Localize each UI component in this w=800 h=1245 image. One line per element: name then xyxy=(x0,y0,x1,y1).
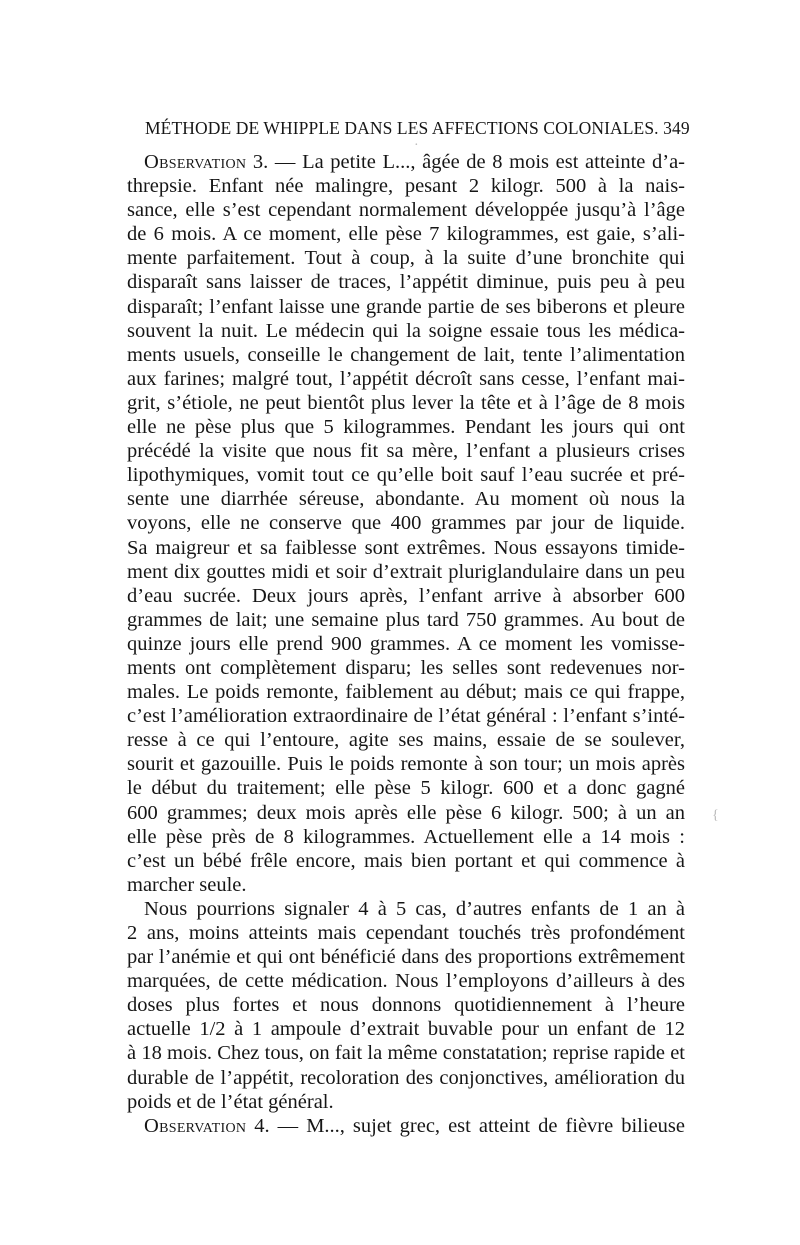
text-line: threpsie. Enfant née malingre, pesant 2 kilogr. 500 à la nais- xyxy=(127,175,685,198)
text-line: elle pèse près de 8 kilogrammes. Actuellement elle a 14 mois : xyxy=(127,825,685,848)
observation-3-number: 3. — xyxy=(246,151,303,173)
text-line: quinze jours elle prend 900 grammes. A ce moment les vomisse- xyxy=(127,632,685,655)
observation-4-heading-line xyxy=(127,1114,685,1138)
text-line: ment dix gouttes midi et soir d’extrait pluriglandulaire dans un peu xyxy=(127,560,685,583)
text-line: c’est l’amélioration extraordinaire de l’état général : l’enfant s’inté- xyxy=(127,705,685,728)
text-line: ments ont complètement disparu; les selles sont redevenues nor- xyxy=(127,656,685,679)
margin-dot: · xyxy=(414,138,419,153)
text-line: de 6 mois. A ce moment, elle pèse 7 kilogrammes, est gaie, s’ali- xyxy=(127,223,685,246)
observation-4-number: 4. — xyxy=(246,1114,307,1137)
paragraph-2-first-line: Nous pourrions signaler 4 à 5 cas, d’autres enfants de 1 an à xyxy=(144,897,685,920)
observation-3-heading-line xyxy=(127,150,685,174)
running-header xyxy=(145,117,690,139)
observation-4-line-1: M..., sujet grec, est atteint de fièvre bilieuse xyxy=(306,1114,686,1137)
text-line: resse à ce qui l’entoure, agite ses mains, essaie de se soulever, xyxy=(127,729,685,752)
text-line: 2 ans, moins atteints mais cependant touchés très profondément xyxy=(127,922,685,944)
text-line: souvent la nuit. Le médecin qui la soigne essaie tous les médica- xyxy=(127,319,685,342)
text-line: 600 grammes; deux mois après elle pèse 6 kilogr. 500; à un an xyxy=(127,801,685,824)
text-line: elle ne pèse plus que 5 kilogrammes. Pendant les jours qui ont xyxy=(127,416,685,439)
text-line: le début du traitement; elle pèse 5 kilogr. 600 et a donc gagné xyxy=(127,777,685,800)
text-line: mente parfaitement. Tout à coup, à la suite d’une bronchite qui xyxy=(127,247,685,270)
observation-3-line-1: La petite L..., âgée de 8 mois est atteinte d’a- xyxy=(302,151,686,173)
body-text xyxy=(127,150,685,1138)
text-line: disparaît sans laisser de traces, l’appétit diminue, puis peu à peu xyxy=(127,271,685,294)
margin-mark-right: { xyxy=(712,808,719,823)
text-line: disparaît; l’enfant laisse une grande partie de ses biberons et pleure xyxy=(127,295,685,318)
text-line: doses plus fortes et nous donnons quotidiennement à l’heure xyxy=(127,994,685,1017)
text-line: sourit et gazouille. Puis le poids remonte à son tour; un mois après xyxy=(127,753,685,776)
text-line: sance, elle s’est cependant normalement développée jusqu’à l’âge xyxy=(127,199,685,222)
text-line: sente une diarrhée séreuse, abondante. Au moment où nous la xyxy=(127,488,685,511)
text-line: aux farines; malgré tout, l’appétit décroît sans cesse, l’enfant mai- xyxy=(127,367,685,390)
text-line: par l’anémie et qui ont bénéficié dans des proportions extrêmement xyxy=(127,946,685,969)
observation-4-label: Observation xyxy=(144,1114,247,1137)
text-line: males. Le poids remonte, faiblement au début; mais ce qui frappe, xyxy=(127,681,685,704)
text-line: lipothymiques, vomit tout ce qu’elle boit sauf l’eau sucrée et pré- xyxy=(127,464,685,487)
running-title: MÉTHODE DE WHIPPLE DANS LES AFFECTIONS COLONIALES. xyxy=(145,118,659,138)
text-line: actuelle 1/2 à 1 ampoule d’extrait buvable pour un enfant de 12 xyxy=(127,1018,685,1041)
text-line: d’eau sucrée. Deux jours après, l’enfant arrive à absorber 600 xyxy=(127,584,685,607)
text-line: grit, s’étiole, ne peut bientôt plus lever la tête et à l’âge de 8 mois xyxy=(127,391,685,414)
observation-3-label: Observation xyxy=(144,151,247,173)
text-line: précédé la visite que nous fit sa mère, l’enfant a plusieurs crises xyxy=(127,440,685,463)
text-line: marcher seule. xyxy=(127,873,247,896)
text-line: durable de l’appétit, recoloration des conjonctives, amélioration du xyxy=(127,1066,685,1089)
text-line: grammes de lait; une semaine plus tard 750 grammes. Au bout de xyxy=(127,608,685,631)
text-line: c’est un bébé frêle encore, mais bien portant et qui commence à xyxy=(127,849,685,872)
page-number: 349 xyxy=(663,118,690,138)
text-line: à 18 mois. Chez tous, on fait la même constatation; reprise rapide et xyxy=(127,1042,685,1065)
text-line: marquées, de cette médication. Nous l’employons d’ailleurs à des xyxy=(127,970,685,993)
text-line: Sa maigreur et sa faiblesse sont extrêmes. Nous essayons timide- xyxy=(127,536,685,559)
text-line: poids et de l’état général. xyxy=(127,1090,334,1113)
text-line: ments usuels, conseille le changement de lait, tente l’alimentation xyxy=(127,343,685,366)
text-line: voyons, elle ne conserve que 400 grammes par jour de liquide. xyxy=(127,512,685,535)
